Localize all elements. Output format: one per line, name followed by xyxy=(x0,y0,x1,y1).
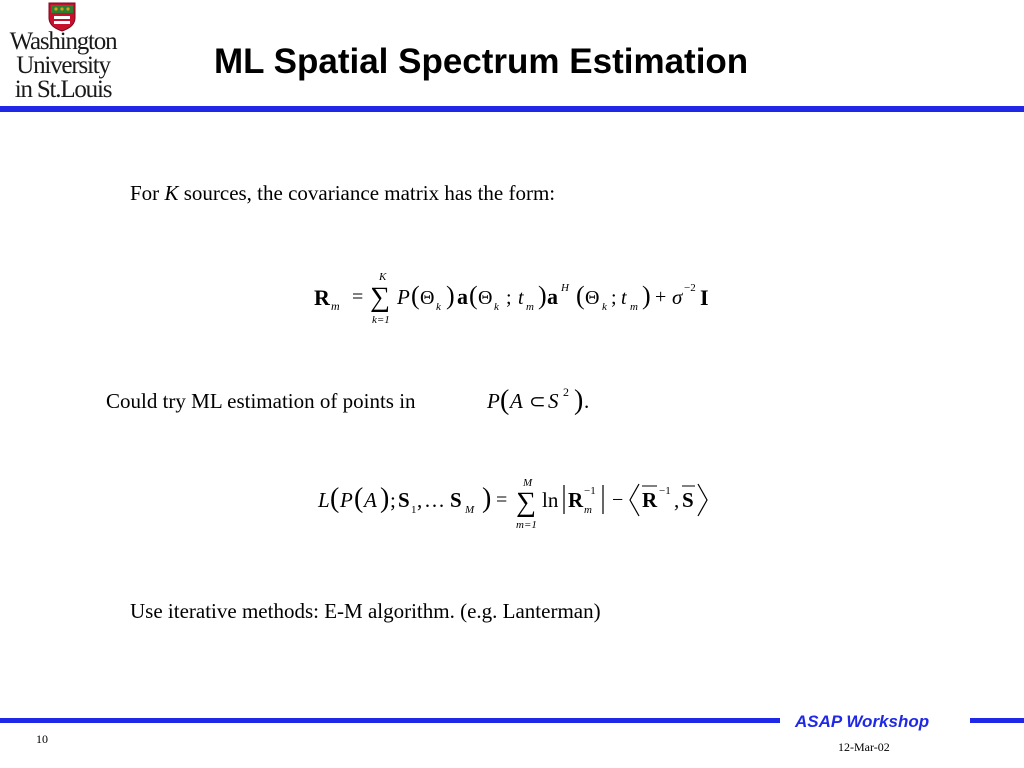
eq1-k-2: k xyxy=(494,301,499,313)
eq3-langle xyxy=(630,484,639,516)
eq1-P: P xyxy=(397,285,410,309)
eq1-rparen-1: ) xyxy=(446,281,455,310)
eq1-sigma-exp: −2 xyxy=(684,282,696,294)
eq1-rparen-2: ) xyxy=(538,281,547,310)
eq3-inv-2: −1 xyxy=(659,485,671,497)
eq1-H: H xyxy=(561,282,569,294)
eq3-rangle xyxy=(698,484,707,516)
intro-text xyxy=(130,181,555,206)
eq3-sub-1: 1 xyxy=(411,504,417,516)
eq1-lparen-2: ( xyxy=(469,281,478,310)
eq1-plus: + xyxy=(655,286,667,308)
eq1-k-1: k xyxy=(436,301,441,313)
eq3-R-2: R xyxy=(642,488,658,512)
eq1-R-sub: m xyxy=(331,299,340,313)
eq3-ln: ln xyxy=(542,488,559,512)
footer-date: 12-Mar-02 xyxy=(838,740,890,754)
eq1-m-1: m xyxy=(526,301,534,313)
eq1-sigma: σ xyxy=(672,285,683,309)
set-P: P xyxy=(487,389,500,413)
eq3-rparen-1: ) xyxy=(482,483,492,514)
eq1-R: R xyxy=(314,285,330,310)
iterative-text: Use iterative methods: E-M algorithm. (e.g. Lanterman) xyxy=(130,599,601,623)
eq1-t-2: t xyxy=(621,287,627,309)
eq1-I: I xyxy=(700,285,709,310)
eq3-S-1: S xyxy=(398,488,410,512)
footer-divider-right xyxy=(970,718,1024,723)
set-A: A xyxy=(510,389,523,413)
eq3-inv-1: −1 xyxy=(584,485,596,497)
eq3-R-1: R xyxy=(568,488,584,512)
ml-text: Could try ML estimation of points in xyxy=(106,389,416,413)
set-rparen: ) xyxy=(574,385,584,416)
logo-line-3: in St.Louis xyxy=(14,76,112,103)
eq3-dots: … xyxy=(424,488,445,512)
eq1-sum-sign: ∑ xyxy=(370,282,390,313)
logo-line-1: Washington xyxy=(9,28,117,55)
eq1-theta-2: Θ xyxy=(478,287,493,309)
slide-title: ML Spatial Spectrum Estimation xyxy=(214,42,749,81)
covariance-equation xyxy=(300,262,720,330)
set-exp: 2 xyxy=(563,385,569,399)
likelihood-equation xyxy=(312,470,712,536)
set-period: . xyxy=(584,389,590,413)
intro-var: K xyxy=(164,181,179,205)
title-divider xyxy=(0,106,1024,112)
eq1-semicolon-1: ; xyxy=(506,287,512,309)
eq1-k-3: k xyxy=(602,301,607,313)
eq3-comma: , xyxy=(417,488,423,512)
eq3-sum-sign: ∑ xyxy=(516,487,536,518)
eq3-sum-lower: m=1 xyxy=(516,519,537,531)
eq1-lparen-3: ( xyxy=(576,281,585,310)
footer-divider-left xyxy=(0,718,780,723)
eq3-S-3: S xyxy=(682,488,694,512)
logo-wordmark xyxy=(2,30,124,102)
eq3-semicolon: ; xyxy=(390,488,396,512)
eq1-m-2: m xyxy=(630,301,638,313)
eq3-equals: = xyxy=(496,489,508,511)
footer-brand: ASAP Workshop xyxy=(795,712,930,731)
eq3-comma-2: , xyxy=(674,488,680,512)
eq3-S-2: S xyxy=(450,488,462,512)
eq1-theta-1: Θ xyxy=(420,287,435,309)
set-subset: ⊂ xyxy=(529,391,546,413)
eq1-theta-3: Θ xyxy=(585,287,600,309)
university-logo xyxy=(0,0,124,108)
intro-prefix: For xyxy=(130,181,165,205)
eq3-R-sub: m xyxy=(584,504,592,516)
eq1-t-1: t xyxy=(518,287,524,309)
eq3-lparen-2: ( xyxy=(354,483,364,514)
eq1-a-2: a xyxy=(547,284,558,309)
eq1-equals: = xyxy=(352,286,364,308)
set-S: S xyxy=(548,389,559,413)
eq1-sum-lower: k=1 xyxy=(372,314,390,326)
eq1-semicolon-2: ; xyxy=(611,287,617,309)
logo-line-2: University xyxy=(16,52,110,79)
eq3-minus: − xyxy=(612,489,624,511)
eq1-a-1: a xyxy=(457,284,468,309)
eq3-lparen-1: ( xyxy=(330,483,340,514)
eq1-lparen-1: ( xyxy=(411,281,420,310)
eq3-A: A xyxy=(364,488,377,512)
eq1-rparen-3: ) xyxy=(642,281,651,310)
set-expression xyxy=(484,378,614,418)
page-number: 10 xyxy=(36,732,48,746)
intro-suffix: sources, the covariance matrix has the form: xyxy=(178,181,556,205)
eq3-L: L xyxy=(318,488,330,512)
eq3-P: P xyxy=(340,488,353,512)
eq3-sub-M: M xyxy=(465,504,475,516)
eq3-rparen-2: ) xyxy=(380,483,390,514)
eq1-sum-upper: K xyxy=(379,271,387,283)
eq3-sum-upper: M xyxy=(523,477,533,489)
set-lparen: ( xyxy=(500,385,510,416)
